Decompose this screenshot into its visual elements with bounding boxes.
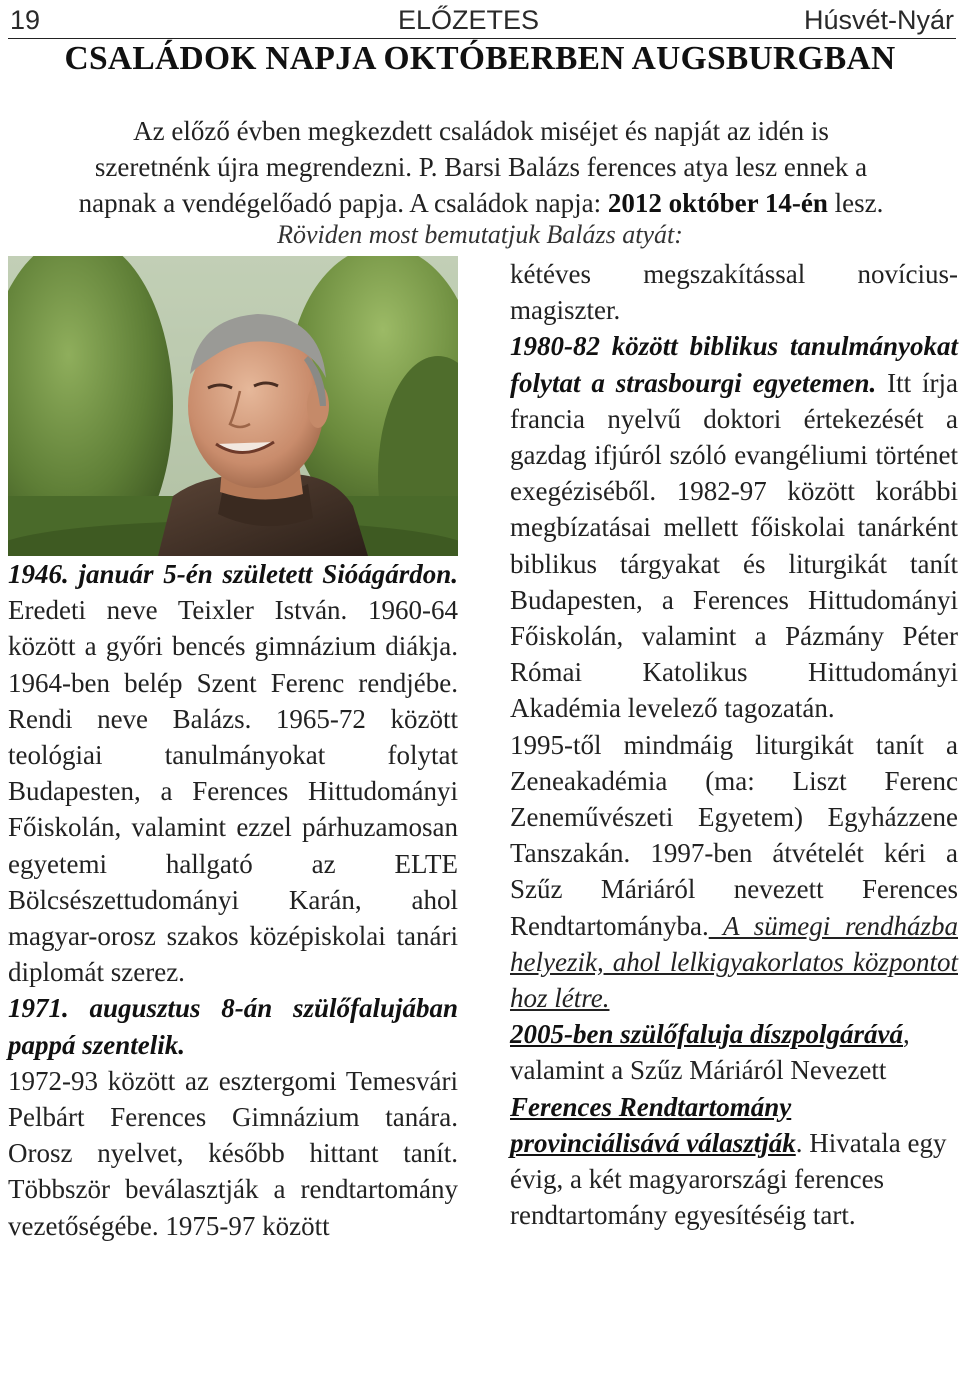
teaching-paragraph: 1972-93 között az esztergomi Temesvári Pelbárt Ferences Gimnázium tanára. Orosz nyelvet, később hittant tanít. Többször beválasztják a rendtartomány vezetőségébe. 1975-97 között xyxy=(8,1065,458,1241)
event-date: 2012 október 14-én xyxy=(607,188,828,218)
provincial-highlight: Ferences Rendtartomány provinciálisává választják xyxy=(510,1091,796,1158)
portrait-photo xyxy=(8,256,458,556)
ordination-paragraph: 1971. augusztus 8-án szülőfalujában pappá szentelik. xyxy=(8,993,458,1060)
intro-line-2: szeretnénk újra megrendezni. P. Barsi Balázs ferences atya lesz ennek a xyxy=(94,152,868,182)
doctoral-text: Itt írja francia nyelvű doktori értekezését a gazdag ifjúról szóló evangéliumi történet exegéziséből. 1982-97 között korábbi megbízatásai mellett főiskolai tanárként biblikus tárgyakat és liturgikát tanít Budapesten, a Ferences Hittudományi Főiskolán, valamint a Pázmány Péter Római Katolikus Hittudományi Akadémia levelező tagozatán. xyxy=(510,367,958,724)
intro-line-3: napnak a vendégelőadó papja. A családok napja: xyxy=(78,188,608,218)
right-column xyxy=(510,256,958,1233)
honorary-citizen-highlight: 2005-ben szülőfaluja díszpolgárává xyxy=(510,1019,904,1050)
article-subtitle: Röviden most bemutatjuk Balázs atyát: xyxy=(277,220,683,249)
issue-season: Húsvét-Nyár xyxy=(803,5,954,35)
left-column xyxy=(8,556,458,1244)
sumeg-highlight: A sümegi rendházba helyezik, ahol lelkigyakorlatos központot hoz létre. xyxy=(510,910,958,1014)
intro-line-1: Az előző évben megkezdett családok miséjet és napját az idén is xyxy=(133,116,829,146)
page-number: 19 xyxy=(10,5,41,35)
provincial-text-1: , valamint a Szűz Máriáról Nevezett xyxy=(510,1019,910,1086)
birth-paragraph xyxy=(8,556,458,990)
liturgy-paragraph xyxy=(510,727,958,1017)
novice-master-paragraph: kétéves megszakítással novícius-magiszter. xyxy=(510,259,958,326)
article-intro xyxy=(12,113,950,221)
early-life-text: Eredeti neve Teixler István. 1960-64 között a győri bencés gimnázium diákja. 1964-ben belép Szent Ferenc rendjébe. Rendi neve Balázs. 1965-72 között teológiai tanulmányokat folytat Budapesten, a Ferences Hittudományi Főiskolán, valamint ezzel párhuzamosan egyetemi hallgató az ELTE Bölcsészettudományi Karán, ahol magyar-orosz szakos középiskolai tanári diplomát szerez. xyxy=(8,595,458,988)
article-title: CSALÁDOK NAPJA OKTÓBERBEN AUGSBURGBAN xyxy=(64,40,896,77)
intro-line-3-end: lesz. xyxy=(827,188,884,218)
liturgy-text: 1995-től mindmáig liturgikát tanít a Zeneakadémia (ma: Liszt Ferenc Zeneművészeti Egyetem) Egyházzene Tanszakán. 1997-ben átvételét kéri a Szűz Máriáról nevezett Ferences Rendtartományba. xyxy=(510,729,958,941)
page-header xyxy=(8,2,956,39)
strasbourg-paragraph xyxy=(510,328,958,726)
provincial-text-2: . Hivatala egy évig, a két magyarországi ferences rendtartomány egyesítéséig tart. xyxy=(510,1127,947,1231)
strasbourg-highlight: 1980-82 között biblikus tanulmányokat folytat a strasbourgi egyetemen. xyxy=(510,331,958,398)
birth-highlight: 1946. január 5-én született Sióágárdon. xyxy=(8,559,458,589)
section-label: ELŐZETES xyxy=(398,5,540,35)
provincial-paragraph xyxy=(510,1016,958,1233)
